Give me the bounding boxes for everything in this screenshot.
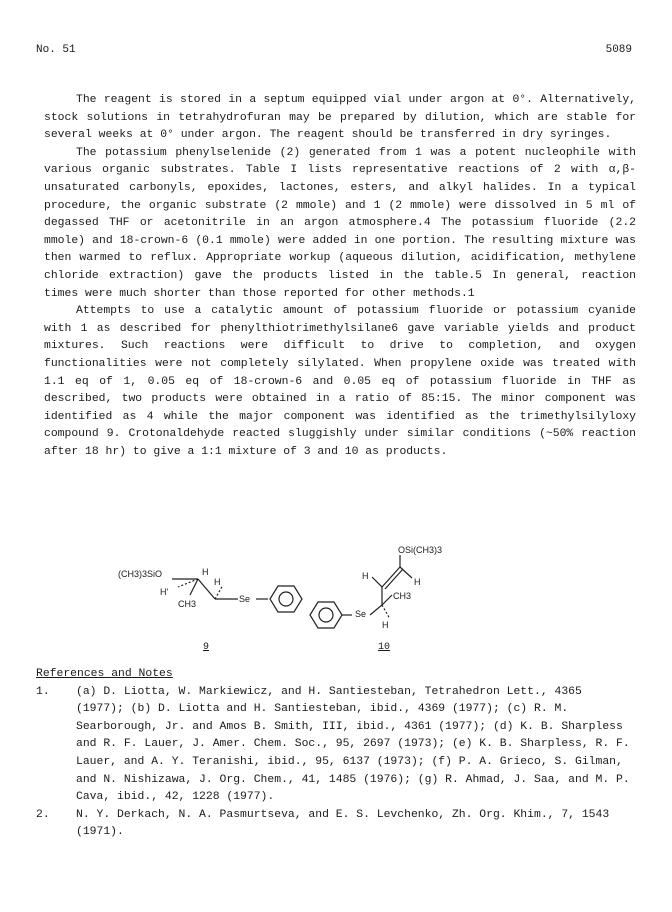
structure-9-silyloxy-group: (CH3)3SiO [118,569,163,579]
structure-10-methyl: CH3 [393,591,412,601]
structure-10-hydrogen-3: H [382,620,389,630]
reference-item [36,684,636,807]
structure-10-hydrogen: H [362,571,369,581]
structure-9-hydrogen-2: H [214,577,221,587]
compound-label-9: 9 [203,642,210,653]
body-text [44,92,636,461]
compound-label-10: 10 [378,642,391,653]
structure-9-bonds [150,555,320,625]
journal-issue-number: No. 51 [36,44,76,56]
structure-10-hydrogen-2: H [414,577,421,587]
structure-10-silyloxy-group: OSi(CH3)3 [398,545,443,555]
paragraph-2: The potassium phenylselenide (2) generated from 1 was a potent nucleophile with various organic substrates. Table I lists representative reactions of 2 with α,β-unsaturated carbonyls, epoxides, lactones, esters, and alkyl halides. In a typical procedure, the organic substrate (2 mmole) and 1 (2 mmole) were dissolved in 5 ml of degassed THF or acetonitrile in an argon atmosphere.4 The potassium fluoride (2.2 mmole) and 18-crown-6 (0.1 mmole) were added in one portion. The resulting mixture was then warmed to reflux. Appropriate workup (aqueous dilution, acidification, methylene chloride extraction) gave the products listed in the table.5 In general, reaction times were much shorter than those reported for other methods.1 [44,146,636,300]
structure-9-selenium: Se [239,594,251,604]
structure-9-hydrogen: H [202,567,209,577]
page-number: 5089 [605,44,632,56]
reference-number: 2. [36,808,50,821]
paragraph-1: The reagent is stored in a septum equipped vial under argon at 0°. Alternatively, stock solutions in tetrahydrofuran may be prepared by dilution, which are stable for several weeks at 0° under argon. The reagent should be transferred in dry syringes. [44,94,636,142]
paragraph-3: Attempts to use a catalytic amount of potassium fluoride or potassium cyanide with 1 as described for phenylthiotrimethylsilane6 gave variable yields and product mixtures. Such reactions were difficult to drive to completion, and oxygen functionalities were not completely silylated. When propylene oxide was treated with 1.1 eq of 1, 0.05 eq of 18-crown-6 and 0.05 eq of potassium fluoride in THF as described, two products were obtained in a ratio of 85:15. The minor component was identified as 4 while the major component was identified as the trimethylsilyloxy compound 9. Crotonaldehyde reacted sluggishly under similar conditions (~50% reaction after 18 hr) to give a 1:1 mixture of 3 and 10 as products. [44,305,636,458]
structure-10-selenium: Se [355,609,367,619]
reference-item [36,807,636,842]
structure-9-methyl: CH3 [178,599,197,609]
structure-10-bonds [300,545,443,640]
structure-9-hydrogen-3: H' [160,587,169,597]
references-heading: References and Notes [36,668,173,680]
reference-text: (a) D. Liotta, W. Markiewicz, and H. Santiesteban, Tetrahedron Lett., 4365 (1977); (b) D. Liotta and H. Santiesteban, ibid., 4369 (1977); (c) R. M. Searborough, Jr. and Amos B. Smith, III, ibid., 4361 (1977); (d) K. B. Sharpless and R. F. Lauer, J. Amer. Chem. Soc., 95, 2697 (1973); (e) K. B. Sharpless, R. F. Lauer, and A. Y. Teranishi, ibid., 95, 6137 (1973); (f) P. A. Grieco, S. Gilman, and N. Nishizawa, J. Org. Chem., 41, 1485 (1976); (g) R. Ahmad, J. Saa, and M. P. Cava, ibid., 42, 1228 (1977). [76,685,630,804]
references-section [36,666,636,842]
reference-number: 1. [36,685,50,698]
reference-text: N. Y. Derkach, N. A. Pasmurtseva, and E. S. Levchenko, Zh. Org. Khim., 7, 1543 (1971). [76,808,610,839]
